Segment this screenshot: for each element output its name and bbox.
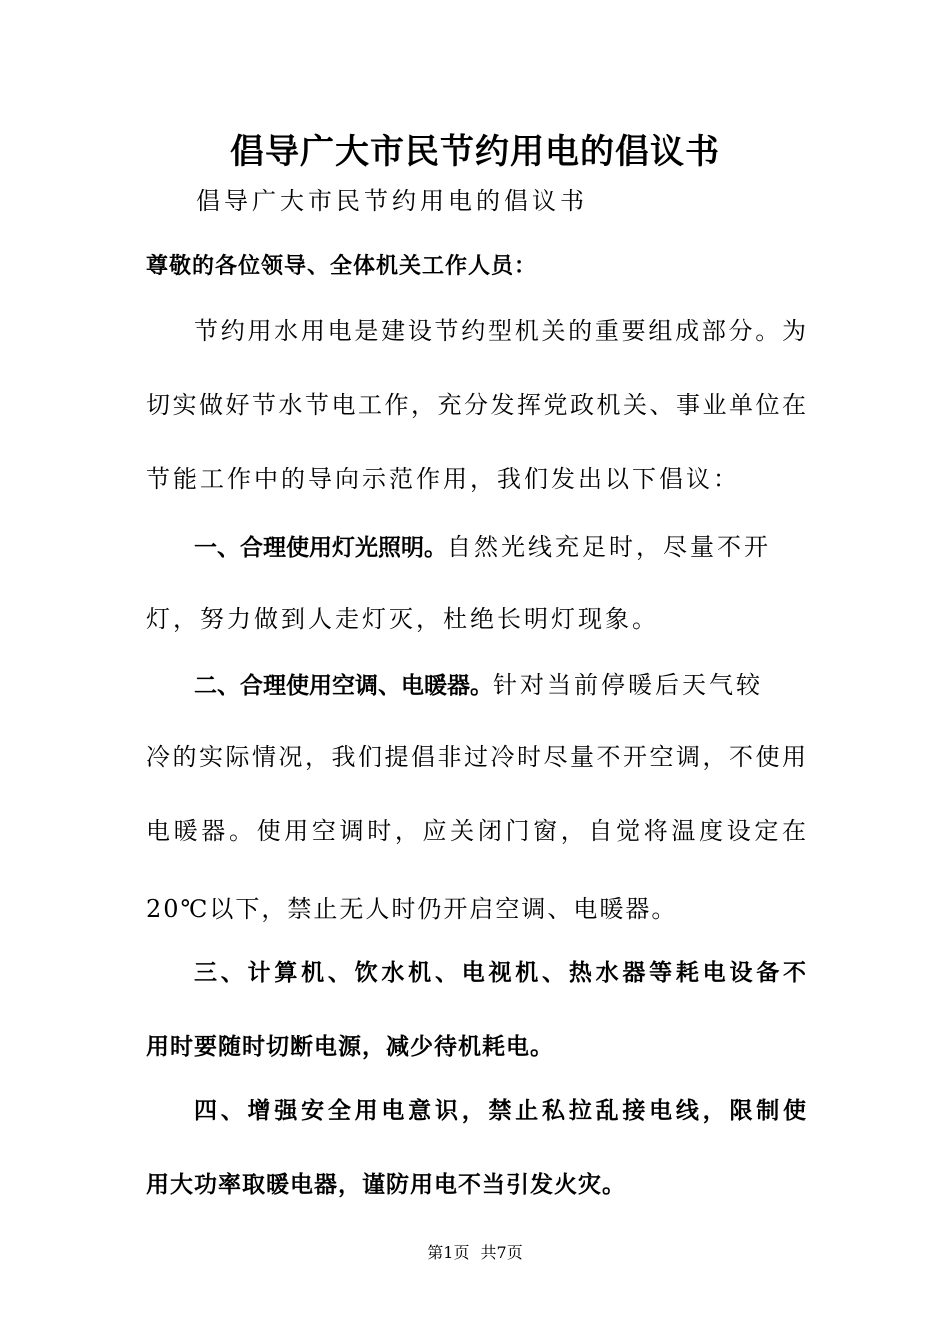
intro-line-1: 节约用水用电是建设节约型机关的重要组成部分。为 [194, 317, 806, 345]
item1-line-2: 灯，努力做到人走灯灭，杜绝长明灯现象。 [146, 605, 659, 633]
item4-line-1: 四、增强安全用电意识，禁止私拉乱接电线，限制使 [194, 1098, 806, 1124]
intro-line-3: 节能工作中的导向示范作用，我们发出以下倡议： [146, 465, 740, 493]
item2-line-1-text: 针对当前停暖后天气较 [493, 671, 763, 699]
item1-heading: 一、合理使用灯光照明。 [194, 535, 447, 561]
page-footer [0, 1240, 950, 1266]
item1-line-1 [194, 530, 806, 565]
item2-line-4: 20℃以下，禁止无人时仍开启空调、电暖器。 [146, 895, 678, 923]
salutation: 尊敬的各位领导、全体机关工作人员： [146, 254, 538, 279]
document-subtitle: 倡导广大市民节约用电的倡议书 [196, 187, 588, 215]
item4-line-2: 用大功率取暖电器，谨防用电不当引发火灾。 [146, 1172, 626, 1198]
item2-heading: 二、合理使用空调、电暖器。 [194, 673, 493, 699]
document-title: 倡导广大市民节约用电的倡议书 [230, 132, 720, 172]
item2-line-1 [194, 668, 806, 703]
item2-line-2: 冷的实际情况，我们提倡非过冷时尽量不开空调，不使用 [146, 743, 806, 771]
page-total: 共7页 [480, 1243, 523, 1262]
item3-line-1: 三、计算机、饮水机、电视机、热水器等耗电设备不 [194, 960, 806, 986]
item3-line-2: 用时要随时切断电源，减少待机耗电。 [146, 1034, 554, 1060]
item1-line-1-text: 自然光线充足时，尽量不开 [447, 533, 771, 561]
item2-line-3: 电暖器。使用空调时，应关闭门窗，自觉将温度设定在 [146, 817, 806, 845]
page-number: 第1页 [427, 1243, 470, 1262]
intro-line-2: 切实做好节水节电工作，充分发挥党政机关、事业单位在 [146, 391, 806, 419]
